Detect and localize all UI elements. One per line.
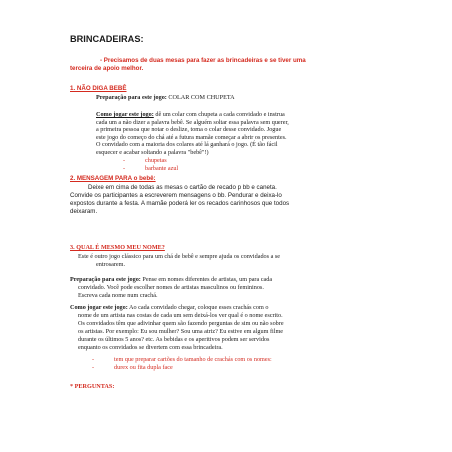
section1-how-line-6: esquecer e acabar soltando a palavra "bebê"!) <box>96 148 209 156</box>
intro-line-1: - Precisamos de duas mesas para fazer as brincadeiras e se tiver uma <box>100 57 306 64</box>
section3-item-2: - durex ou fita dupla face <box>92 364 173 371</box>
section1-how-line-4: este jogo do começo do chá até a futura mamãe começar a abrir os presentes. <box>96 133 287 141</box>
page-title: BRINCADEIRAS: <box>70 34 144 44</box>
section3-intro-line-1: Este é outro jogo clássico para um chá de bebê e sempre ajuda os convidados a se <box>78 253 281 260</box>
section1-how-line-3: a primeira pessoa que notar o deslize, toma o colar desse convidado. Jogue <box>96 126 282 133</box>
section2-heading: 2. MENSAGEM PARA o bebê: <box>70 175 156 182</box>
section3-intro-line-2: entrosarem. <box>96 261 126 268</box>
section3-how-line-3: Os convidados têm que adivinhar quem são fazendo perguntas de sim ou não sobre <box>78 320 284 327</box>
section3-how-line-1 <box>70 304 268 311</box>
section1-item-2: - barbante azul <box>123 164 179 172</box>
section3-item-1: - tem que preparar cartões do tamanho de crachás com os nomes: <box>92 356 272 363</box>
section3-prep-line-1 <box>70 276 272 283</box>
section3-how-text-1: Ao cada convidado chegar, coloque esses crachás com o <box>127 304 269 311</box>
section3-heading: 3. QUAL É MESMO MEU NOME? <box>70 244 165 251</box>
section2-line-3: expostos durante a festa. A mamãe poderá ler os recados carinhosos que todos <box>70 200 290 207</box>
section1-how-label: Como jogar este jogo: <box>96 111 154 118</box>
section1-heading: 1. NÃO DIGA BEBÊ <box>70 85 127 92</box>
section1-prep <box>96 94 235 101</box>
section3-how-label: Como jogar este jogo: <box>70 304 128 311</box>
section1-how-line-5: O convidado com a maioria dos colares até lá ganhará o jogo. (É tão fácil <box>96 141 278 148</box>
section3-prep-line-2: convidado. Você pode escolher nomes de artistas masculinos ou femininos. <box>78 284 264 291</box>
section1-item-1: - chupetas <box>123 157 167 164</box>
section3-prep-label: Preparação para este jogo: <box>70 276 141 283</box>
section3-prep-text-1: Pense em nomes diferentes de artistas, um para cada <box>140 276 273 283</box>
section1-how-text-1: dê um colar com chupeta a cada convidado e instrua <box>153 111 285 118</box>
section3-how-line-5: durante os últimos 5 anos? etc. As bebidas e os aperitivos podem ser servidos <box>78 336 270 343</box>
section1-prep-label: Preparação para este jogo: <box>96 94 167 101</box>
intro-line-2: terceira de apoio melhor. <box>70 65 144 72</box>
section2-line-4: deixaram. <box>70 208 98 215</box>
section2-line-1: Deixe em cima de todas as mesas o cartão de recado p bb e caneta. <box>88 184 277 191</box>
section1-prep-text: COLAR COM CHUPETA <box>166 94 235 101</box>
section1-how-line-1 <box>96 111 285 118</box>
section2-line-2: Convide os participantes a escreverem mensagens o bb. Pendurar e deixa-lo <box>70 192 282 199</box>
section1-how-line-2: cada um a não dizer a palavra bebê. Se alguém soltar essa palavra sem querer, <box>96 118 289 126</box>
section3-how-line-6: enquanto os convidados se divertem com essa brincadeira. <box>78 344 223 351</box>
section3-how-line-2: nome de um artista nas costas de cada um sem deixá-los ver qual é o nome escrito. <box>78 312 283 319</box>
questions-heading: * PERGUNTAS: <box>70 383 115 390</box>
section3-how-line-4: os artistas. Por exemplo: Eu sou mulher? Sou uma atriz? Eu estive em algum filme <box>78 328 284 335</box>
section3-prep-line-3: Escreva cada nome num crachá. <box>78 292 158 299</box>
